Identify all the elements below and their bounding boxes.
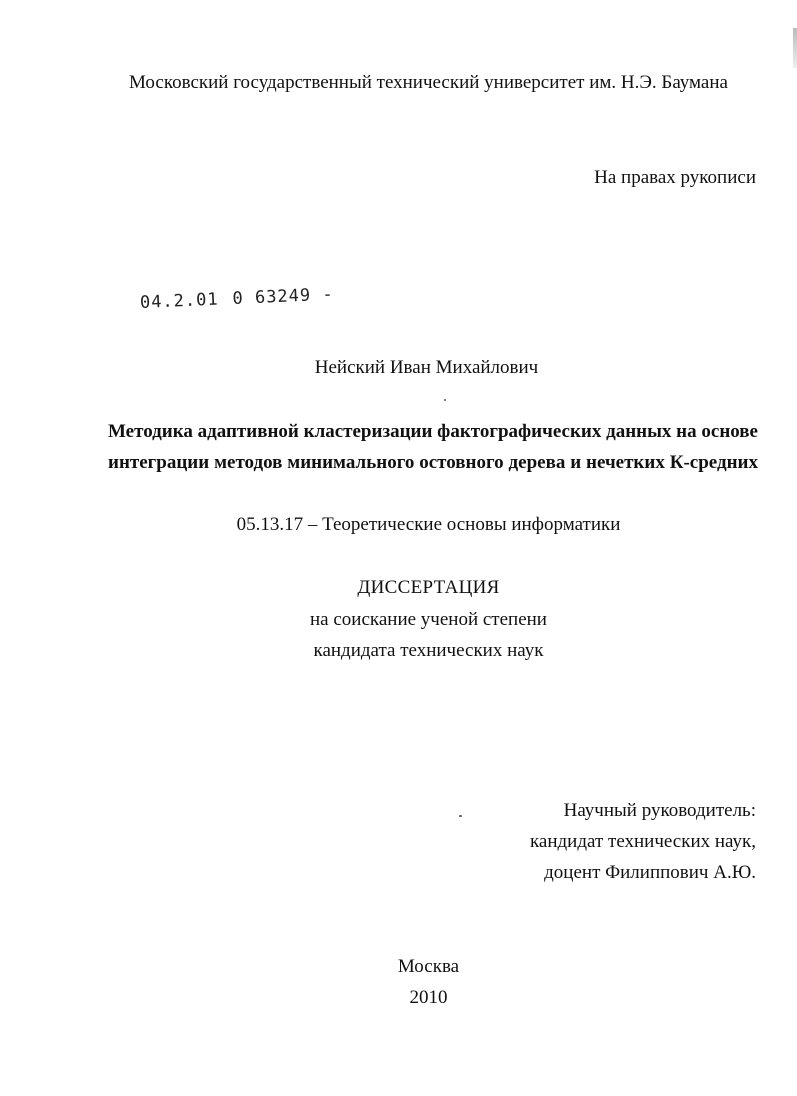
scan-speck — [459, 815, 462, 817]
stamp-part-1: 04.2.01 — [139, 289, 220, 313]
supervisor-name: доцент Филиппович А.Ю. — [544, 862, 756, 883]
thesis-title-line-1: Методика адаптивной кластеризации фактографических данных на основе — [108, 421, 758, 442]
specialty-code: 05.13.17 – Теоретические основы информатики — [236, 514, 621, 535]
thesis-title-line-2: интеграции методов минимального остовного дерева и нечетких К-средних — [108, 452, 758, 473]
archive-stamp-number — [140, 285, 334, 313]
year: 2010 — [409, 987, 448, 1008]
degree-line-2: кандидата технических наук — [313, 640, 544, 661]
manuscript-rights-note: На правах рукописи — [594, 167, 756, 188]
stamp-part-2: 0 63249 - — [232, 284, 335, 309]
degree-line-1: на соискание ученой степени — [310, 609, 547, 630]
supervisor-label: Научный руководитель: — [563, 800, 756, 821]
supervisor-degree: кандидат технических наук, — [529, 831, 756, 852]
university-name: Московский государственный технический университет им. Н.Э. Баумана — [129, 72, 728, 93]
scan-speck — [444, 399, 446, 401]
city: Москва — [397, 956, 460, 977]
author-name: Нейский Иван Михайлович — [314, 357, 539, 378]
scan-edge-mark — [793, 28, 797, 68]
document-type-heading: ДИССЕРТАЦИЯ — [357, 577, 500, 598]
